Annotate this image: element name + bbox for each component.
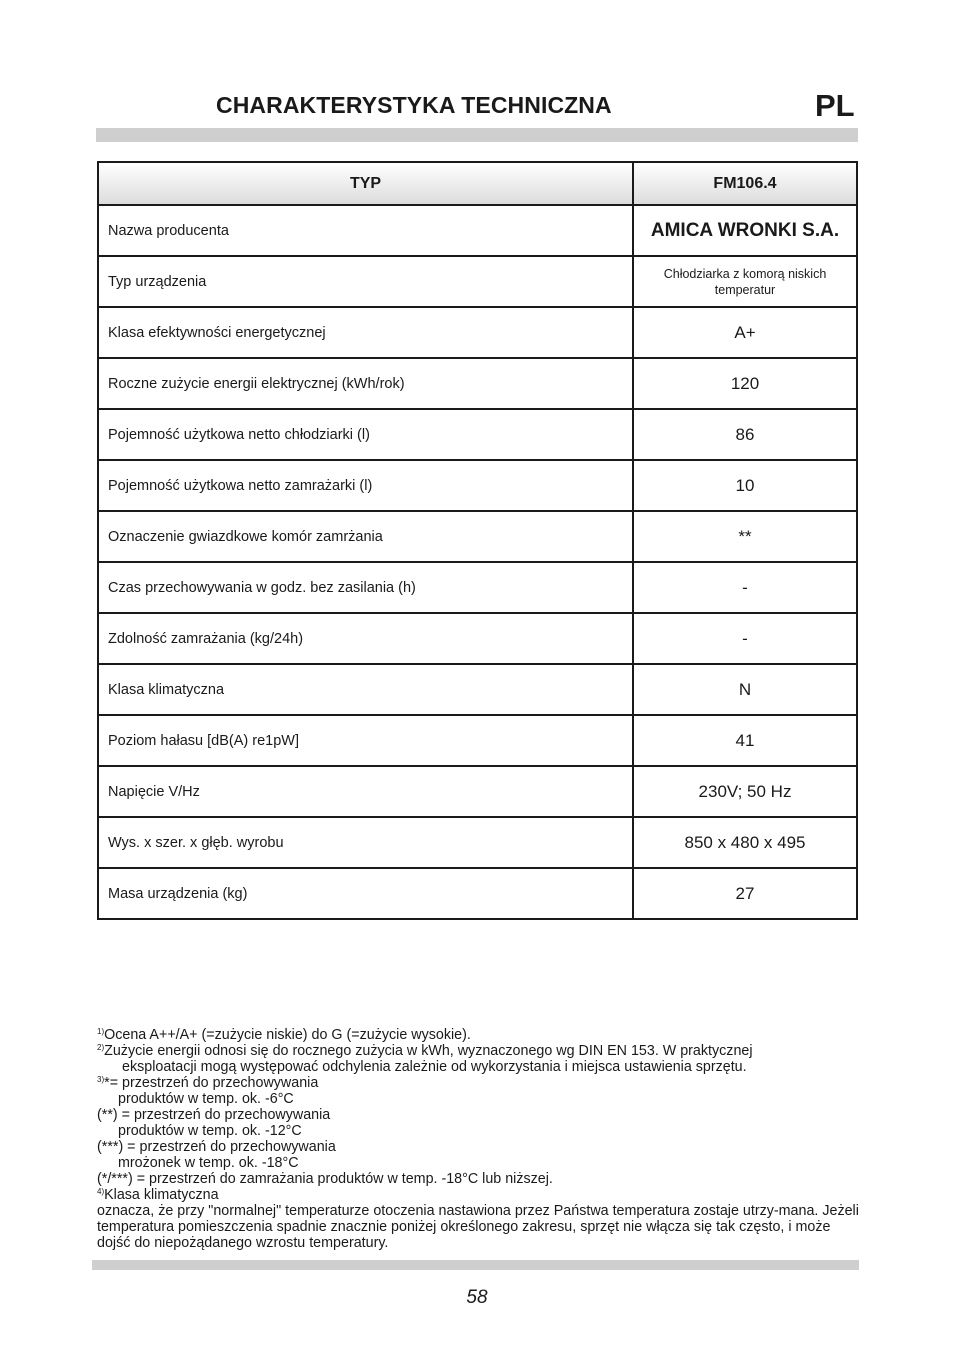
row-label: Wys. x szer. x głęb. wyrobu bbox=[98, 817, 633, 868]
footnote-3d: (*/***) = przestrzeń do zamrażania produktów w temp. -18°C lub niższej. bbox=[97, 1171, 553, 1187]
row-label: Masa urządzenia (kg) bbox=[98, 868, 633, 919]
row-label: Pojemność użytkowa netto zamrażarki (l) bbox=[98, 460, 633, 511]
footnote-text: *= przestrzeń do przechowywania bbox=[104, 1075, 319, 1091]
row-label: Zdolność zamrażania (kg/24h) bbox=[98, 613, 633, 664]
table-row bbox=[98, 205, 857, 256]
table-row bbox=[98, 715, 857, 766]
row-value: - bbox=[633, 613, 857, 664]
column-header-model: FM106.4 bbox=[633, 162, 857, 205]
table-row bbox=[98, 868, 857, 919]
table-row bbox=[98, 511, 857, 562]
row-label: Nazwa producenta bbox=[98, 205, 633, 256]
footnote-3c: (***) = przestrzeń do przechowywania bbox=[97, 1139, 336, 1155]
table-row bbox=[98, 817, 857, 868]
row-label: Czas przechowywania w godz. bez zasilania (h) bbox=[98, 562, 633, 613]
page-number: 58 bbox=[466, 1287, 488, 1308]
footnote-3b: (**) = przestrzeń do przechowywania bbox=[97, 1107, 331, 1123]
footnote-4 bbox=[97, 1187, 862, 1203]
footnotes bbox=[97, 1027, 862, 1251]
spec-table bbox=[97, 161, 858, 920]
row-value: ** bbox=[633, 511, 857, 562]
row-value: Chłodziarka z komorą niskich temperatur bbox=[633, 256, 857, 307]
table-header-row bbox=[98, 162, 857, 205]
row-value: 27 bbox=[633, 868, 857, 919]
table-row bbox=[98, 664, 857, 715]
column-header-type: TYP bbox=[98, 162, 633, 205]
language-code: PL bbox=[815, 88, 855, 123]
table-row bbox=[98, 409, 857, 460]
footnote-marker: 1) bbox=[97, 1027, 105, 1036]
row-value: N bbox=[633, 664, 857, 715]
row-label: Typ urządzenia bbox=[98, 256, 633, 307]
row-value: 41 bbox=[633, 715, 857, 766]
footnote-text: Klasa klimatyczna bbox=[104, 1187, 219, 1203]
table-row bbox=[98, 613, 857, 664]
row-value: 86 bbox=[633, 409, 857, 460]
row-value: 230V; 50 Hz bbox=[633, 766, 857, 817]
footnote-4-body: oznacza, że przy "normalnej" temperaturze otoczenia nastawiona przez Państwa temperatura zostaje utrzy-mana. Jeżeli temperatura pomieszczenia spadnie znacznie poniżej określonego zakresu, sprzęt nie włącza się tak często, i może dojść do niepożądanego wzrostu temperatury. bbox=[97, 1203, 859, 1251]
footnote-2-continuation: eksploatacji mogą występować odchylenia zależnie od wykorzystania i miejsca ustawienia sprzętu. bbox=[122, 1059, 747, 1075]
footnote-3 bbox=[97, 1075, 862, 1091]
footnote-2 bbox=[97, 1043, 862, 1059]
table-row bbox=[98, 766, 857, 817]
footnote-3-continuation: produktów w temp. ok. -6°C bbox=[118, 1091, 294, 1107]
footnote-marker: 3) bbox=[97, 1075, 105, 1084]
footnote-3b-continuation: produktów w temp. ok. -12°C bbox=[118, 1123, 302, 1139]
row-value: - bbox=[633, 562, 857, 613]
row-value: A+ bbox=[633, 307, 857, 358]
header-divider bbox=[96, 128, 858, 142]
footnote-text: Zużycie energii odnosi się do rocznego zużycia w kWh, wyznaczonego wg DIN EN 153. W praktycznej bbox=[104, 1043, 753, 1059]
table-row bbox=[98, 256, 857, 307]
row-label: Oznaczenie gwiazdkowe komór zamrżania bbox=[98, 511, 633, 562]
table-row bbox=[98, 358, 857, 409]
row-label: Klasa klimatyczna bbox=[98, 664, 633, 715]
row-label: Poziom hałasu [dB(A) re1pW] bbox=[98, 715, 633, 766]
row-value: 850 x 480 x 495 bbox=[633, 817, 857, 868]
row-label: Roczne zużycie energii elektrycznej (kWh/rok) bbox=[98, 358, 633, 409]
footnote-marker: 2) bbox=[97, 1043, 105, 1052]
table-row bbox=[98, 307, 857, 358]
table-row bbox=[98, 460, 857, 511]
row-value: 10 bbox=[633, 460, 857, 511]
row-value: AMICA WRONKI S.A. bbox=[633, 205, 857, 256]
footnote-marker: 4) bbox=[97, 1187, 105, 1196]
row-label: Klasa efektywności energetycznej bbox=[98, 307, 633, 358]
page-title: CHARAKTERYSTYKA TECHNICZNA bbox=[216, 92, 612, 118]
row-label: Napięcie V/Hz bbox=[98, 766, 633, 817]
footer-divider bbox=[92, 1260, 859, 1270]
footnote-3c-continuation: mrożonek w temp. ok. -18°C bbox=[118, 1155, 299, 1171]
row-value: 120 bbox=[633, 358, 857, 409]
table-row bbox=[98, 562, 857, 613]
footnote-text: Ocena A++/A+ (=zużycie niskie) do G (=zużycie wysokie). bbox=[104, 1027, 471, 1043]
row-label: Pojemność użytkowa netto chłodziarki (l) bbox=[98, 409, 633, 460]
footnote-1 bbox=[97, 1027, 862, 1043]
